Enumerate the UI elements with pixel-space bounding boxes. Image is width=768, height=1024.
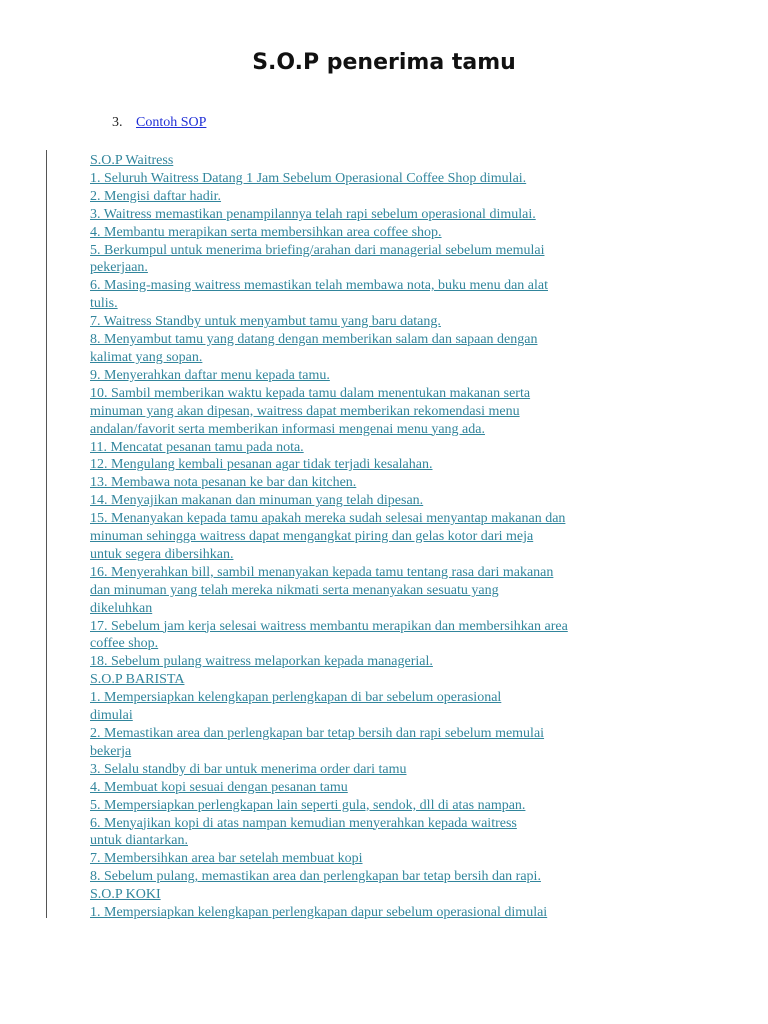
sop-line[interactable]: 7. Membersihkan area bar setelah membuat kopi [90,851,363,867]
sop-line[interactable]: S.O.P KOKI [90,887,161,903]
sop-line[interactable]: dan minuman yang telah mereka nikmati serta menanyakan sesuatu yang [90,582,499,598]
sop-line[interactable]: minuman yang akan dipesan, waitress dapat memberikan rekomendasi menu [90,403,520,419]
sop-line[interactable]: 4. Membuat kopi sesuai dengan pesanan tamu [90,779,348,795]
sop-line[interactable]: andalan/favorit serta memberikan informasi mengenai menu yang ada. [90,421,485,437]
sop-line[interactable]: 5. Berkumpul untuk menerima briefing/arahan dari managerial sebelum memulai [90,242,545,258]
sop-line[interactable]: dikeluhkan [90,600,153,616]
sop-line[interactable]: untuk segera dibersihkan. [90,546,234,562]
document-title: S.O.P penerima tamu [252,50,516,75]
sop-line[interactable]: 8. Menyambut tamu yang datang dengan memberikan salam dan sapaan dengan [90,332,538,348]
sop-line[interactable]: 14. Menyajikan makanan dan minuman yang telah dipesan. [90,493,424,509]
left-vertical-rule [46,150,47,918]
sop-line[interactable]: 6. Masing-masing waitress memastikan telah membawa nota, buku menu dan alat [90,278,548,294]
sop-line[interactable]: 6. Menyajikan kopi di atas nampan kemudian menyerahkan kepada waitress [90,815,517,831]
sop-line[interactable]: kalimat yang sopan. [90,349,203,365]
sop-line[interactable]: dimulai [90,708,133,724]
sop-line[interactable]: 8. Sebelum pulang, memastikan area dan perlengkapan bar tetap bersih dan rapi. [90,869,541,885]
sop-line[interactable]: 13. Membawa nota pesanan ke bar dan kitchen. [90,475,357,491]
sop-line[interactable]: 18. Sebelum pulang waitress melaporkan kepada managerial. [90,654,433,670]
sop-line[interactable]: coffee shop. [90,636,159,652]
sop-line[interactable]: 10. Sambil memberikan waktu kepada tamu dalam menentukan makanan serta [90,385,531,401]
sop-line[interactable]: 9. Menyerahkan daftar menu kepada tamu. [90,367,330,383]
sop-content [90,152,620,922]
sop-line[interactable]: 17. Sebelum jam kerja selesai waitress membantu merapikan dan membersihkan area [90,618,568,634]
sop-line[interactable]: 3. Waitress memastikan penampilannya telah rapi sebelum operasional dimulai. [90,206,536,222]
sop-line[interactable]: 11. Mencatat pesanan tamu pada nota. [90,439,304,455]
sop-line[interactable]: S.O.P BARISTA [90,672,185,688]
sop-line[interactable]: untuk diantarkan. [90,833,188,849]
list-marker: 3. [112,115,123,130]
sop-line[interactable]: 2. Mengisi daftar hadir. [90,188,222,204]
sop-line[interactable]: 4. Membantu merapikan serta membersihkan area coffee shop. [90,224,442,240]
contoh-sop-link[interactable]: Contoh SOP [136,115,207,130]
sop-line[interactable]: minuman sehingga waitress dapat mengangkat piring dan gelas kotor dari meja [90,529,534,545]
sop-line[interactable]: 5. Mempersiapkan perlengkapan lain seperti gula, sendok, dll di atas nampan. [90,797,526,813]
sop-line[interactable]: pekerjaan. [90,260,148,276]
sop-line[interactable]: S.O.P Waitress [90,153,174,168]
sop-line[interactable]: 2. Memastikan area dan perlengkapan bar tetap bersih dan rapi sebelum memulai [90,726,545,741]
sop-line[interactable]: 16. Menyerahkan bill, sambil menanyakan kepada tamu tentang rasa dari makanan [90,564,554,580]
sop-line[interactable]: 7. Waitress Standby untuk menyambut tamu yang baru datang. [90,314,441,330]
sop-line[interactable]: 1. Mempersiapkan kelengkapan perlengkapan di bar sebelum operasional [90,690,502,706]
sop-line[interactable]: 15. Menanyakan kepada tamu apakah mereka sudah selesai menyantap makanan dan [90,511,566,527]
sop-line[interactable]: bekerja [90,743,132,759]
sop-line[interactable]: 1. Mempersiapkan kelengkapan perlengkapan dapur sebelum operasional dimulai [90,905,548,921]
sop-line[interactable]: tulis. [90,296,118,312]
sop-line[interactable]: 3. Selalu standby di bar untuk menerima order dari tamu [90,761,407,777]
sop-line[interactable]: 12. Mengulang kembali pesanan agar tidak terjadi kesalahan. [90,457,433,473]
sop-line[interactable]: 1. Seluruh Waitress Datang 1 Jam Sebelum Operasional Coffee Shop dimulai. [90,170,527,186]
